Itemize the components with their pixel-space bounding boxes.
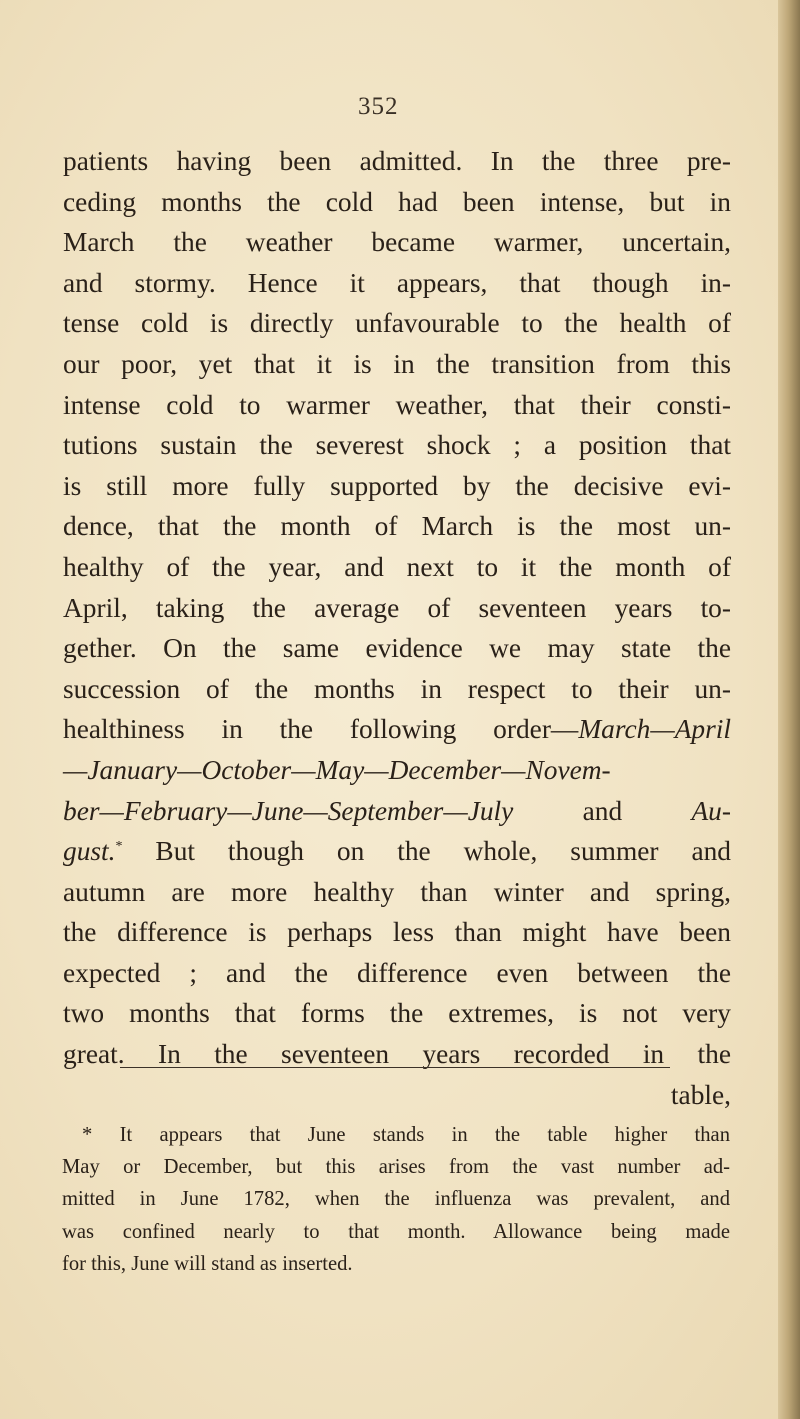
body-line: two months that forms the extremes, is not very — [63, 998, 731, 1029]
months-line-italic: ber—February—June—September—July — [63, 795, 514, 826]
body-line: tutions sustain the severest shock ; a position that — [63, 430, 731, 461]
gust-line-text: But though on the whole, summer and — [122, 836, 731, 867]
footnote-rule — [120, 1067, 670, 1068]
footnote-line: for this, June will stand as inserted. — [62, 1252, 353, 1275]
body-line: March the weather became warmer, uncertain, — [63, 227, 731, 258]
page-edge — [778, 0, 800, 1419]
body-line: dence, that the month of March is the most un- — [63, 511, 731, 542]
body-line: expected ; and the difference even between the — [63, 957, 731, 988]
body-line: and stormy. Hence it appears, that though in- — [63, 267, 731, 298]
body-line: ceding months the cold had been intense, but in — [63, 186, 731, 217]
order-line — [63, 709, 731, 750]
footnote-line — [62, 1119, 730, 1151]
months-line-italic: —January—October—May—December—Novem- — [63, 754, 611, 785]
body-line: healthy of the year, and next to it the month of — [63, 551, 731, 582]
footnote-line-text: It appears that June stands in the table higher than — [119, 1124, 730, 1146]
body-line: tense cold is directly unfavourable to the health of — [63, 308, 731, 339]
gust-line-italic: gust. — [63, 836, 116, 867]
body-text — [63, 141, 731, 1115]
body-line: the difference is perhaps less than might have been — [63, 917, 731, 948]
footnote — [62, 1119, 730, 1280]
footnote-line: May or December, but this arises from the vast number ad- — [62, 1156, 730, 1179]
months-line — [63, 791, 731, 832]
months-line — [63, 750, 731, 791]
body-line: April, taking the average of seventeen years to- — [63, 592, 731, 623]
footnote-line: was confined nearly to that month. Allowance being made — [62, 1220, 730, 1243]
body-line: is still more fully supported by the decisive evi- — [63, 470, 731, 501]
footnote-reference-marker: * — [115, 838, 123, 854]
body-line: great. In the seventeen years recorded in the — [63, 1039, 731, 1070]
catchword: table, — [670, 1079, 731, 1110]
page-number: 352 — [358, 93, 399, 120]
footnote-line: mitted in June 1782, when the influenza was prevalent, and — [62, 1188, 730, 1211]
body-line: intense cold to warmer weather, that their consti- — [63, 389, 731, 420]
gust-line — [63, 831, 731, 872]
footnote-marker: * — [82, 1124, 93, 1146]
body-line: gether. On the same evidence we may state the — [63, 633, 731, 664]
order-line-text: healthiness in the following order— — [63, 714, 579, 745]
body-line: patients having been admitted. In the three pre- — [63, 146, 731, 176]
months-line-italic-end: Au- — [691, 795, 731, 826]
body-line: autumn are more healthy than winter and spring, — [63, 876, 731, 907]
body-line: succession of the months in respect to their un- — [63, 673, 731, 704]
months-line-text: and — [513, 795, 692, 826]
body-line: our poor, yet that it is in the transition from this — [63, 348, 731, 379]
order-line-italic: March—April — [578, 714, 731, 745]
